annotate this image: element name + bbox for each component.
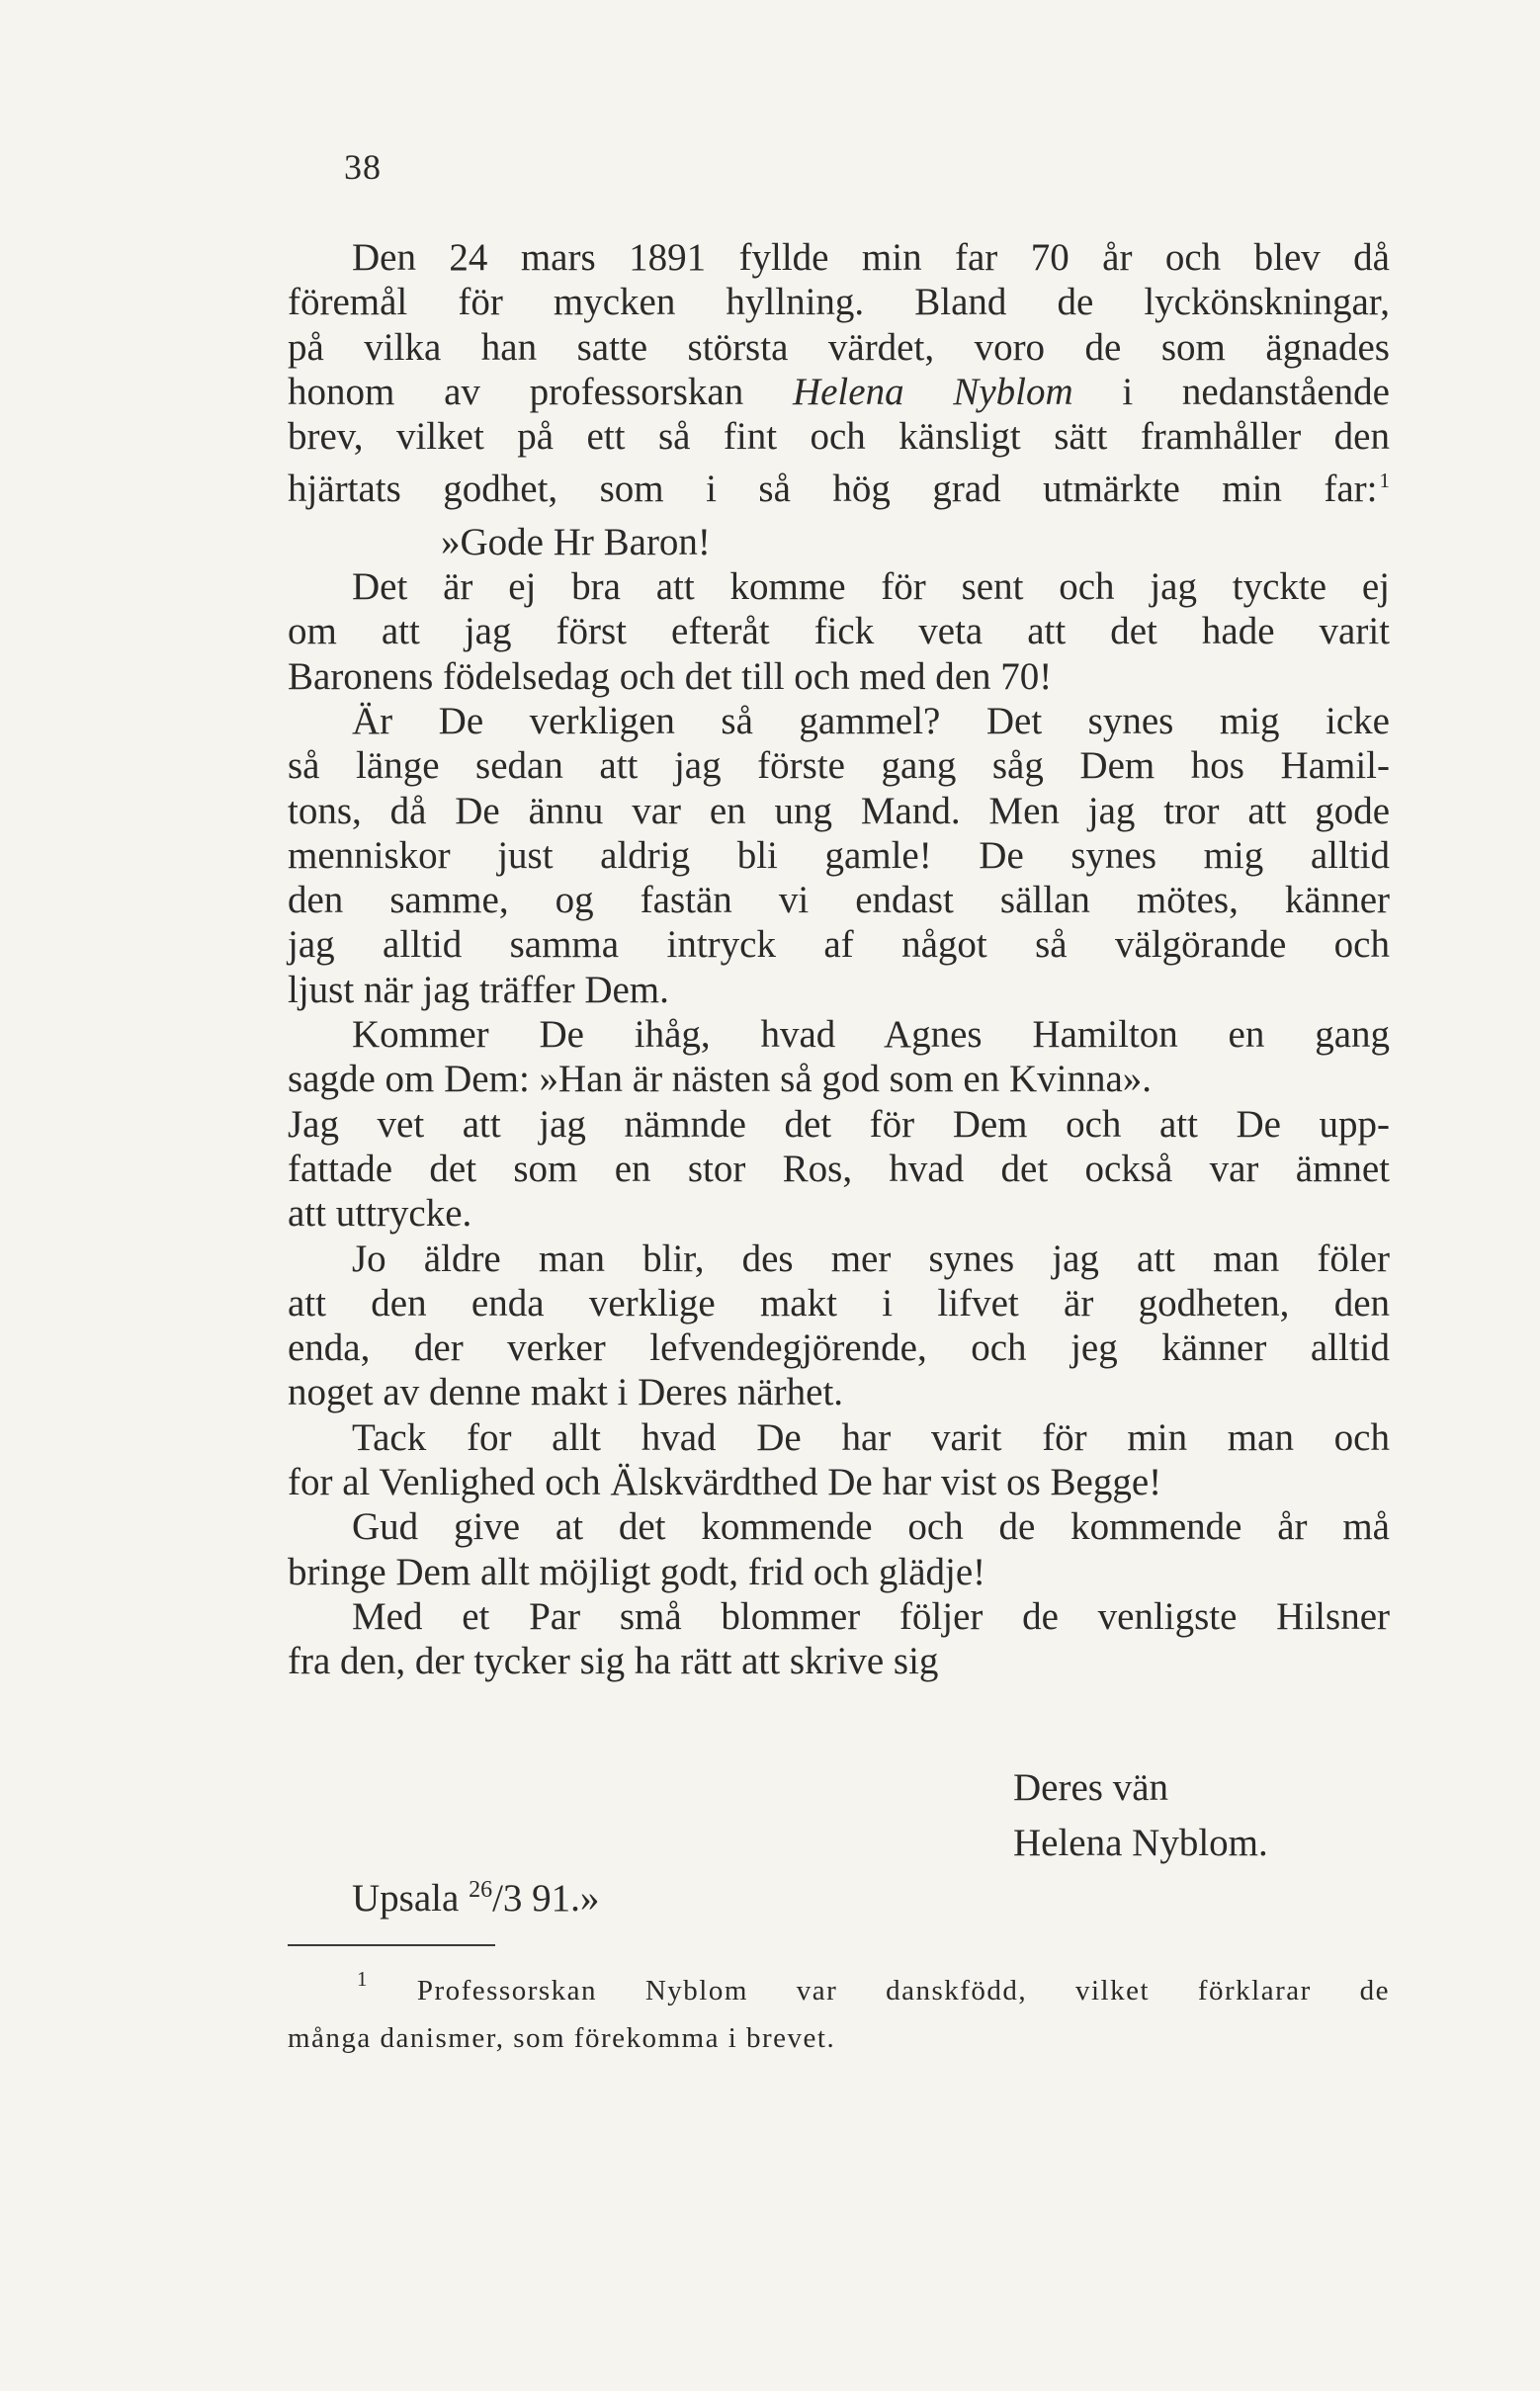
letter-line: bringe Dem allt möjligt godt, frid och glädje! bbox=[288, 1550, 986, 1593]
letter-place-date bbox=[352, 1876, 599, 1921]
letter-line: fra den, der tycker sig ha rätt att skrive sig bbox=[288, 1640, 939, 1683]
page-number: 38 bbox=[344, 147, 382, 187]
letter-line: menniskor just aldrig bli gamle! De synes mig alltid bbox=[288, 833, 1390, 877]
letter-line: jag alltid samma intryck af något så välgörande och bbox=[288, 923, 1390, 967]
letter-line: fattade det som en stor Ros, hvad det också var ämnet bbox=[288, 1147, 1390, 1190]
letter-line: tons, då De ännu var en ung Mand. Men jag tror att gode bbox=[288, 789, 1390, 832]
letter-line: att den enda verklige makt i lifvet är godheten, den bbox=[288, 1281, 1390, 1324]
footnote-rule bbox=[288, 1944, 495, 1946]
footnote bbox=[288, 1955, 1390, 2062]
letter-line: Är De verkligen så gammel? Det synes mig icke bbox=[352, 699, 1390, 742]
letter-line: enda, der verker lefvendegjörende, och jeg känner alltid bbox=[288, 1326, 1390, 1370]
letter-line: Det är ej bra att komme för sent och jag tyckte ej bbox=[352, 565, 1390, 609]
intro-line: föremål för mycken hyllning. Bland de lyckönskningar, bbox=[288, 281, 1390, 324]
letter-line: Baronens födelsedag och det till och med den 70! bbox=[288, 654, 1053, 698]
letter-body bbox=[288, 564, 1390, 1683]
place-text: Upsala bbox=[352, 1877, 470, 1920]
intro-text: honom av professorskan bbox=[288, 370, 793, 413]
footnote-marker: 1 bbox=[357, 1967, 369, 1991]
letter-line: noget av denne makt i Deres närhet. bbox=[288, 1371, 844, 1414]
intro-line bbox=[288, 459, 1390, 511]
letter-line: så länge sedan att jag förste gang såg Dem hos Hamil- bbox=[288, 744, 1390, 788]
letter-line: Med et Par små blommer följer de venligste Hilsner bbox=[352, 1594, 1390, 1638]
date-day: 26 bbox=[469, 1877, 493, 1903]
letter-line: om att jag först efteråt fick veta att det hade varit bbox=[288, 610, 1390, 653]
letter-salutation: »Gode Hr Baron! bbox=[441, 520, 711, 563]
date-rest: /3 91.» bbox=[492, 1877, 600, 1920]
footnote-text: Professorskan Nyblom var danskfödd, vilket förklarar de bbox=[369, 1975, 1390, 2007]
footnote-reference: 1 bbox=[1379, 469, 1390, 493]
intro-text: hjärtats godhet, som i så hög grad utmärkte min far: bbox=[288, 468, 1378, 511]
letter-line: Jo äldre man blir, des mer synes jag att man föler bbox=[352, 1237, 1390, 1280]
body-text bbox=[288, 235, 1390, 1684]
intro-text: i nedanstående bbox=[1072, 370, 1390, 413]
intro-line: brev, vilket på ett så fint och känsligt sätt framhåller den bbox=[288, 415, 1390, 459]
letter-closing: Deres vän bbox=[1013, 1766, 1169, 1809]
letter-line: for al Venlighed och Älskvärdthed De har vist os Begge! bbox=[288, 1461, 1162, 1504]
letter-line: Kommer De ihåg, hvad Agnes Hamilton en gang bbox=[352, 1013, 1390, 1057]
intro-line bbox=[288, 370, 1390, 414]
intro-line: på vilka han satte största värdet, voro de som ägnades bbox=[288, 325, 1390, 369]
letter-line: Tack for allt hvad De har varit för min man och bbox=[352, 1415, 1390, 1459]
intro-line: Den 24 mars 1891 fyllde min far 70 år och blev då bbox=[352, 236, 1390, 279]
footnote-line bbox=[288, 1955, 1390, 2014]
letter-signature: Helena Nyblom. bbox=[1013, 1822, 1268, 1864]
letter-line: ljust när jag träffer Dem. bbox=[288, 968, 669, 1011]
letter-line: att uttrycke. bbox=[288, 1192, 472, 1236]
letter-line: sagde om Dem: »Han är nästen så god som en Kvinna». bbox=[288, 1058, 1153, 1101]
letter-line: Jag vet att jag nämnde det för Dem och att De upp- bbox=[288, 1102, 1390, 1146]
footnote-line: många danismer, som förekomma i brevet. bbox=[288, 2022, 836, 2054]
name-italic: Helena Nyblom bbox=[792, 370, 1073, 413]
letter-line: Gud give at det kommende och de kommende år må bbox=[352, 1505, 1390, 1549]
letter-line: den samme, og fastän vi endast sällan mötes, känner bbox=[288, 879, 1390, 922]
